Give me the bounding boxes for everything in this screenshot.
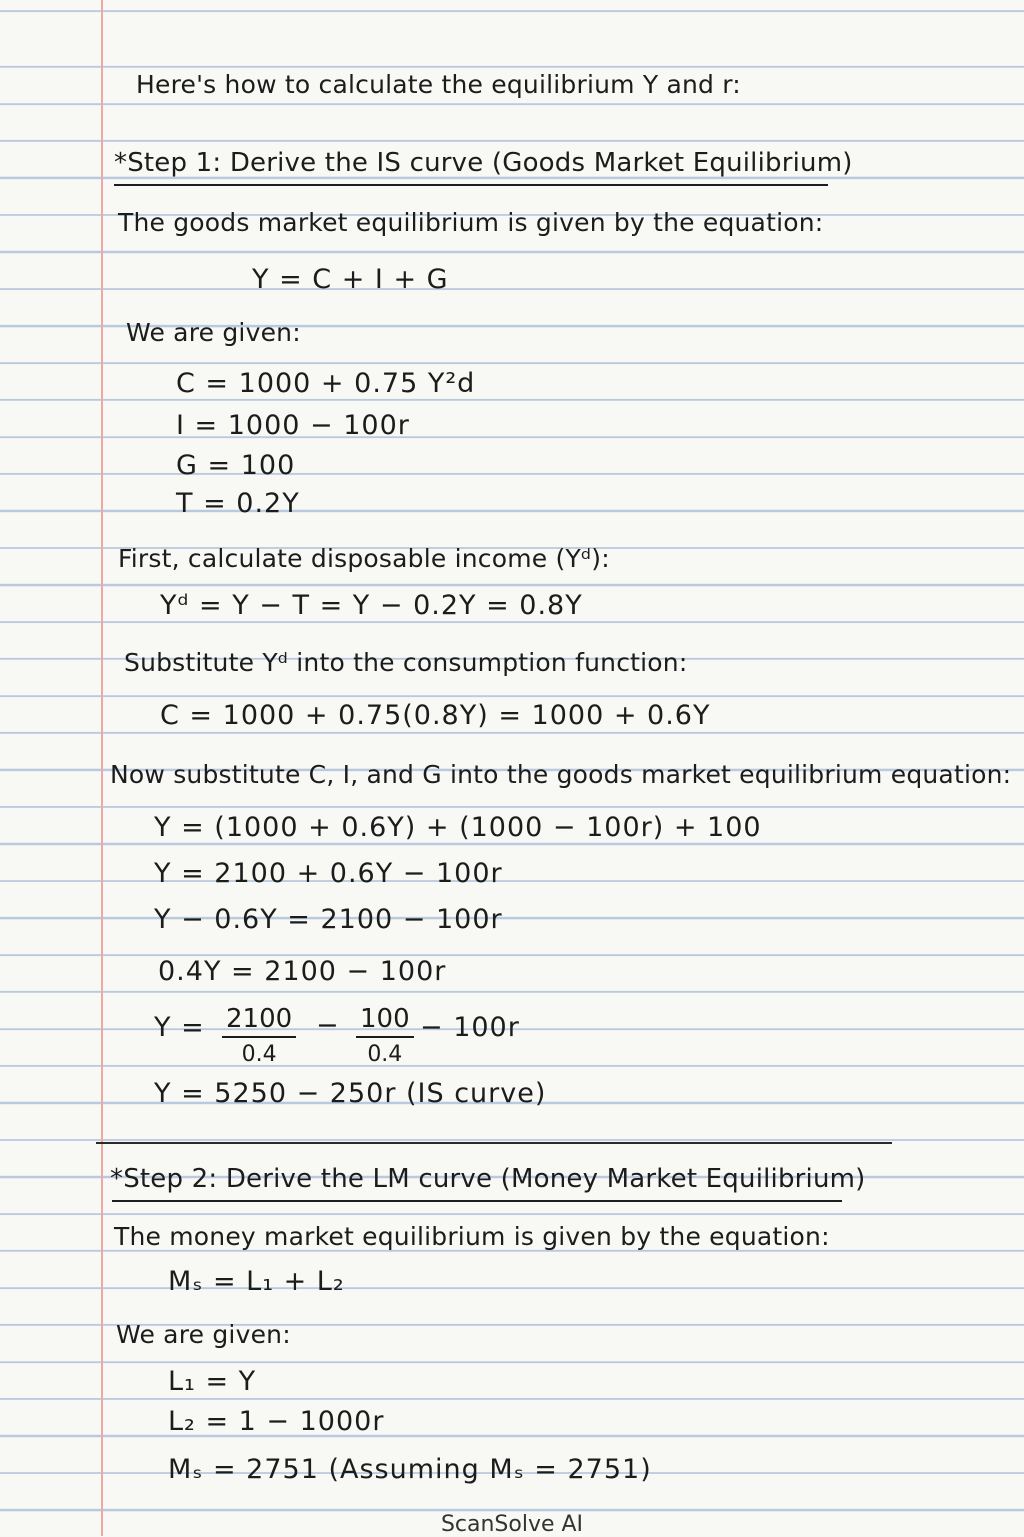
step1-given-label: We are given: [126,318,301,347]
fraction-numerator: 100 [356,1004,414,1038]
fraction-numerator: 2100 [222,1004,296,1038]
watermark-footer: ScanSolve AI [440,1512,584,1537]
goods-equation: Y = C + I + G [252,264,449,295]
given-i: I = 1000 − 100r [176,410,410,441]
fraction-suffix: − 100r [420,1012,520,1043]
given-t: T = 0.2Y [176,488,300,519]
step2-text: The money market equilibrium is given by the equation: [114,1222,830,1251]
fraction-denominator: 0.4 [367,1042,403,1067]
derivation-step-4: 0.4Y = 2100 − 100r [158,956,447,987]
step2-heading: *Step 2: Derive the LM curve (Money Market Equilibrium) [110,1164,866,1194]
given-c: C = 1000 + 0.75 Y²d [176,368,476,399]
given-l1: L₁ = Y [168,1366,257,1397]
given-ms: Mₛ = 2751 (Assuming Mₛ = 2751) [168,1454,652,1485]
margin-line [101,0,103,1536]
step2-heading-underline [112,1200,842,1202]
step1-heading: *Step 1: Derive the IS curve (Goods Market Equilibrium) [114,148,853,178]
now-substitute-text: Now substitute C, I, and G into the goods market equilibrium equation: [110,760,1012,789]
is-curve-result: Y = 5250 − 250r (IS curve) [154,1078,547,1109]
given-g: G = 100 [176,450,296,481]
step1-text: The goods market equilibrium is given by the equation: [118,208,824,237]
fraction-prefix: Y = [154,1012,205,1043]
intro-text: Here's how to calculate the equilibrium Y and r: [136,70,741,99]
money-equation: Mₛ = L₁ + L₂ [168,1266,345,1297]
consumption-equation: C = 1000 + 0.75(0.8Y) = 1000 + 0.6Y [160,700,711,731]
fraction-2100-over-04 [222,1004,296,1067]
step2-given-label: We are given: [116,1320,291,1349]
given-l2: L₂ = 1 − 1000r [168,1406,385,1437]
derivation-step-2: Y = 2100 + 0.6Y − 100r [154,858,503,889]
fraction-minus: − [316,1010,340,1041]
fraction-denominator: 0.4 [241,1042,277,1067]
derivation-step-3: Y − 0.6Y = 2100 − 100r [154,904,503,935]
disposable-text: First, calculate disposable income (Yᵈ): [118,544,610,573]
step1-heading-underline [114,184,828,186]
derivation-step-1: Y = (1000 + 0.6Y) + (1000 − 100r) + 100 [154,812,762,843]
disposable-equation: Yᵈ = Y − T = Y − 0.2Y = 0.8Y [160,590,583,621]
section-divider [96,1142,892,1144]
fraction-100-over-04 [356,1004,414,1067]
substitute-text: Substitute Yᵈ into the consumption function: [124,648,688,677]
